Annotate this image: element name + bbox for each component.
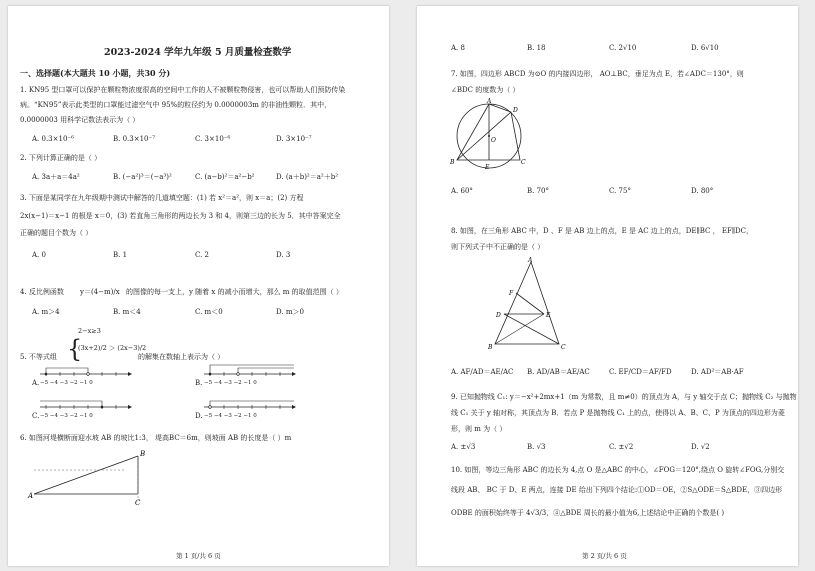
q6-option-d[interactable]: D. 6√10 — [691, 44, 719, 52]
q7-label-o: O — [491, 137, 496, 144]
q8-option-b[interactable]: B. AD/AB＝AE/AC — [527, 368, 590, 376]
q1-option-d[interactable]: D. 3×10⁻⁷ — [276, 135, 312, 143]
q8-option-a[interactable]: A. AF/AD＝AE/AC — [451, 368, 514, 376]
q8-label-e: E — [546, 312, 551, 319]
q2-option-d[interactable]: D. (a＋b)²＝a²＋b² — [276, 173, 339, 181]
q8-option-d[interactable]: D. AD²＝AB·AF — [691, 368, 744, 376]
q9-option-b[interactable]: B. √3 — [527, 443, 546, 451]
q4-rest: 的图像的每一支上，y 随着 x 的减小而增大，那么 m 的取值范围（ ） — [126, 288, 343, 296]
q8-label-a: A — [528, 257, 533, 264]
q5-option-b[interactable]: B. — [195, 379, 203, 387]
q1-option-c[interactable]: C. 3×10⁻⁶ — [195, 135, 231, 143]
q5-brace: { — [67, 335, 83, 363]
q5-option-d[interactable]: D. — [195, 412, 203, 420]
q8-label-c: C — [561, 344, 566, 351]
q1-line-3: 0.0000003 用科学记数法表示为（ ） — [20, 116, 140, 124]
q5-option-c[interactable]: C. — [32, 412, 40, 420]
page-1-footer: 第 1 页/共 6 页 — [176, 552, 221, 560]
q4-stem: 4. 反比例函数 — [20, 288, 64, 296]
q6-label-b: B — [140, 450, 146, 458]
q2-stem: 2. 下列计算正确的是（ ） — [20, 154, 102, 162]
q1-line-1: 1. KN95 型口罩可以保护在颗粒物浓度很高的空间中工作的人不被颗粒物侵害，也可以帮助人们预防传染 — [20, 86, 346, 94]
q3-line-1: 3. 下面是某同学在九年级期中测试中解答的几道填空题：(1) 若 x²＝a²，则 x＝a；(2) 方程 — [20, 194, 304, 202]
section-heading: 一、选择题(本大题共 10 小题，共30 分) — [20, 68, 171, 78]
q5-ineq-1: 2−x≥3 — [78, 327, 101, 335]
q3-option-d[interactable]: D. 3 — [276, 251, 291, 259]
q4-option-a[interactable]: A. m＞4 — [32, 308, 60, 316]
q6-option-b[interactable]: B. 18 — [527, 44, 546, 52]
q8-line-2: 则下列式子中不正确的是（ ） — [451, 243, 545, 251]
q8-label-f: F — [509, 290, 514, 297]
q8-triangle-figure — [487, 256, 572, 351]
q7-label-e: E — [485, 164, 490, 171]
q8-label-b: B — [488, 344, 493, 351]
q5-ticks-b: −5 −4 −3 −2 −1 0 — [204, 380, 257, 386]
q7-label-d: D — [513, 107, 518, 114]
q9-line-3: 形，则 m 为（ ） — [451, 425, 507, 433]
q3-line-2: 2x(x−1)＝x−1 的根是 x＝0，(3) 若直角三角形的两边长为 3 和 4，则第三边的长为 5．其中答案完全 — [20, 212, 341, 220]
q9-line-1: 9. 已知抛物线 C₁: y＝−x²+2mx+1（m 为常数，且 m≠0）的顶点为 A，与 y 轴交于点 C；抛物线 C₂ 与抛物 — [451, 393, 797, 401]
q8-line-1: 8. 如图，在三角形 ABC 中，D 、F 是 AB 边上的点，E 是 AC 边上的点，DE∥BC ， EF∥DC， — [451, 227, 754, 235]
q5-stem: 5. 不等式组 — [20, 353, 57, 361]
q10-line-1: 10. 如图，等边三角形 ABC 的边长为 4,点 O 是△ABC 的中心，∠FOG＝120°,绕点 O 旋转∠FOG,分别交 — [451, 466, 785, 474]
q4-option-c[interactable]: C. m＜0 — [195, 308, 223, 316]
q7-circle-figure — [447, 98, 532, 173]
q7-option-b[interactable]: B. 70° — [527, 187, 550, 195]
q3-line-3: 正确的题目个数为（ ） — [20, 229, 93, 237]
q6-slope-figure — [26, 446, 156, 506]
q1-option-b[interactable]: B. 0.3×10⁻⁷ — [113, 135, 155, 143]
q1-option-a[interactable]: A. 0.3×10⁻⁶ — [32, 135, 74, 143]
q2-option-c[interactable]: C. (a−b)²＝a²−b² — [195, 173, 255, 181]
q10-line-3: ODBE 的面积始终等于 4√3/3，④△BDE 周长的最小值为6,上述结论中正确的个数是( ) — [451, 509, 725, 517]
q3-option-c[interactable]: C. 2 — [195, 251, 210, 259]
q7-line-2: ∠BDC 的度数为（ ） — [451, 86, 520, 94]
q5-ineq-2: (3x+2)/2 ＞ (2x−3)/2 — [78, 344, 147, 352]
q7-label-b: B — [450, 159, 455, 166]
q7-option-a[interactable]: A. 60° — [451, 187, 473, 195]
q4-function: y＝(4−m)/x — [80, 288, 120, 296]
q9-option-a[interactable]: A. ±√3 — [451, 443, 476, 451]
q8-label-d: D — [496, 312, 501, 319]
page-2-footer: 第 2 页/共 6 页 — [582, 552, 627, 560]
q4-option-d[interactable]: D. m＞0 — [276, 308, 304, 316]
q5-rest: 的解集在数轴上表示为（ ） — [138, 353, 225, 361]
q7-option-d[interactable]: D. 80° — [691, 187, 714, 195]
q7-label-a: A — [487, 98, 492, 105]
q6-label-c: C — [135, 499, 141, 506]
q4-option-b[interactable]: B. m＜4 — [113, 308, 141, 316]
q6-stem: 6. 如图河堤横断面迎水坡 AB 的坡比1:3， 堤高BC＝6m，则坡面 AB 的长度是（ ）m — [20, 434, 292, 442]
q9-line-2: 线 C₁ 关于 y 轴对称，其顶点为 B．若点 P 是抛物线 C₁ 上的点，使得以 A、B、C、P 为顶点的四边形为菱 — [451, 409, 785, 417]
q7-option-c[interactable]: C. 75° — [609, 187, 631, 195]
q5-option-a[interactable]: A. — [32, 379, 40, 387]
q8-option-c[interactable]: C. EF/CD＝AF/FD — [609, 368, 672, 376]
q9-option-c[interactable]: C. ±√2 — [609, 443, 634, 451]
q7-line-1: 7. 如图，四边形 ABCD 为⊙O 的内接四边形， AO⊥BC，垂足为点 E，若∠ADC＝130°，则 — [451, 70, 744, 78]
q6-option-a[interactable]: A. 8 — [451, 44, 465, 52]
q2-option-a[interactable]: A. 3a＋a＝4a² — [32, 173, 80, 181]
q5-ticks-d: −5 −4 −3 −2 −1 0 — [204, 413, 257, 419]
q6-option-c[interactable]: C. 2√10 — [609, 44, 637, 52]
q3-option-b[interactable]: B. 1 — [113, 251, 128, 259]
q1-line-2: 病。“KN95”表示此类型的口罩能过滤空气中 95%的粒径约为 0.0000003m 的非油性颗粒．其中， — [20, 101, 332, 109]
q9-option-d[interactable]: D. √2 — [691, 443, 710, 451]
page-2 — [417, 6, 798, 566]
page-1 — [8, 6, 389, 566]
q10-line-2: 线段 AB、 BC 于 D、E 两点，连接 DE 给出下列四个结论:①OD＝OE，②S△ODE＝S△BDE，③四边形 — [451, 486, 783, 494]
q2-option-b[interactable]: B. (−a²)³＝(−a³)² — [113, 173, 172, 181]
exam-title: 2023-2024 学年九年级 5 月质量检查数学 — [104, 47, 292, 58]
q5-ticks-c: −5 −4 −3 −2 −1 0 — [40, 413, 93, 419]
q6-label-a: A — [28, 492, 34, 500]
q7-label-c: C — [521, 159, 526, 166]
q3-option-a[interactable]: A. 0 — [32, 251, 46, 259]
q5-ticks-a: −5 −4 −3 −2 −1 0 — [40, 380, 93, 386]
